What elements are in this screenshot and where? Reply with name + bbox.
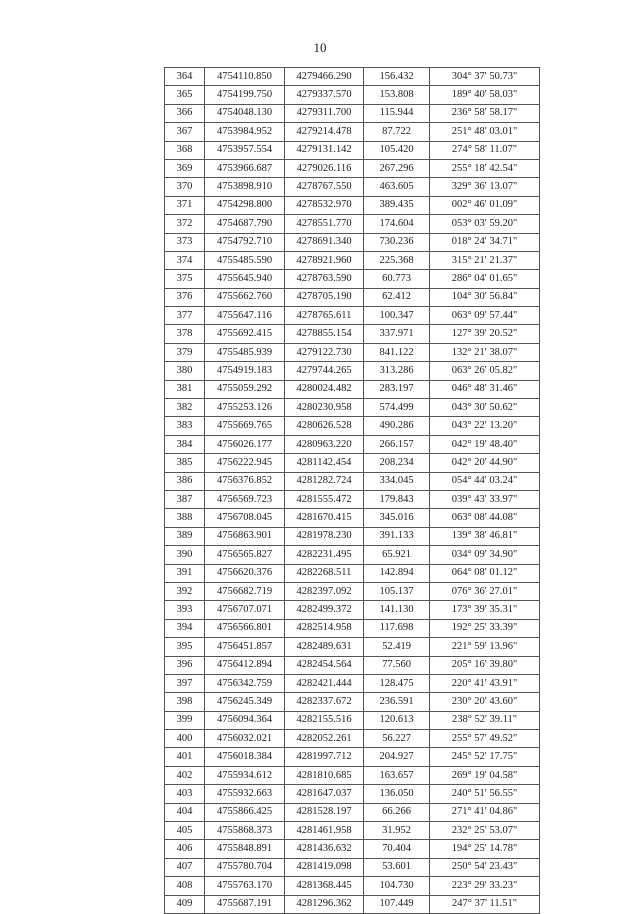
table-row bbox=[165, 656, 540, 674]
coordinates-table bbox=[164, 67, 540, 914]
point-number-cell: 371 bbox=[165, 196, 205, 214]
page-number: 10 bbox=[313, 40, 327, 55]
table-row bbox=[165, 730, 540, 748]
y-coordinate-cell: 4278855.154 bbox=[285, 325, 364, 343]
bearing-cell: 002° 46' 01.09" bbox=[430, 196, 540, 214]
distance-cell: 52.419 bbox=[364, 638, 430, 656]
distance-cell: 141.130 bbox=[364, 601, 430, 619]
table-row bbox=[165, 674, 540, 692]
y-coordinate-cell: 4279214.478 bbox=[285, 123, 364, 141]
bearing-cell: 076° 36' 27.01" bbox=[430, 582, 540, 600]
bearing-cell: 205° 16' 39.80" bbox=[430, 656, 540, 674]
point-number-cell: 390 bbox=[165, 546, 205, 564]
table-row bbox=[165, 895, 540, 913]
y-coordinate-cell: 4278691.340 bbox=[285, 233, 364, 251]
y-coordinate-cell: 4280963.220 bbox=[285, 435, 364, 453]
point-number-cell: 394 bbox=[165, 619, 205, 637]
distance-cell: 208.234 bbox=[364, 454, 430, 472]
bearing-cell: 240° 51' 56.55" bbox=[430, 785, 540, 803]
point-number-cell: 369 bbox=[165, 159, 205, 177]
distance-cell: 120.613 bbox=[364, 711, 430, 729]
point-number-cell: 405 bbox=[165, 822, 205, 840]
x-coordinate-cell: 4756451.857 bbox=[205, 638, 285, 656]
point-number-cell: 378 bbox=[165, 325, 205, 343]
y-coordinate-cell: 4279337.570 bbox=[285, 86, 364, 104]
point-number-cell: 389 bbox=[165, 527, 205, 545]
bearing-cell: 329° 36' 13.07" bbox=[430, 178, 540, 196]
distance-cell: 87.722 bbox=[364, 123, 430, 141]
x-coordinate-cell: 4756682.719 bbox=[205, 582, 285, 600]
distance-cell: 490.286 bbox=[364, 417, 430, 435]
distance-cell: 174.604 bbox=[364, 215, 430, 233]
x-coordinate-cell: 4756863.901 bbox=[205, 527, 285, 545]
x-coordinate-cell: 4756707.071 bbox=[205, 601, 285, 619]
table-row bbox=[165, 104, 540, 122]
table-row bbox=[165, 619, 540, 637]
x-coordinate-cell: 4755647.116 bbox=[205, 307, 285, 325]
point-number-cell: 409 bbox=[165, 895, 205, 913]
point-number-cell: 401 bbox=[165, 748, 205, 766]
table-row bbox=[165, 822, 540, 840]
x-coordinate-cell: 4756620.376 bbox=[205, 564, 285, 582]
table-row bbox=[165, 307, 540, 325]
distance-cell: 574.499 bbox=[364, 399, 430, 417]
distance-cell: 204.927 bbox=[364, 748, 430, 766]
x-coordinate-cell: 4755866.425 bbox=[205, 803, 285, 821]
bearing-cell: 034° 09' 34.90" bbox=[430, 546, 540, 564]
point-number-cell: 372 bbox=[165, 215, 205, 233]
table-row bbox=[165, 748, 540, 766]
y-coordinate-cell: 4280230.958 bbox=[285, 399, 364, 417]
table-row bbox=[165, 270, 540, 288]
x-coordinate-cell: 4753898.910 bbox=[205, 178, 285, 196]
x-coordinate-cell: 4756094.364 bbox=[205, 711, 285, 729]
x-coordinate-cell: 4756565.827 bbox=[205, 546, 285, 564]
table-row bbox=[165, 435, 540, 453]
y-coordinate-cell: 4278551.770 bbox=[285, 215, 364, 233]
point-number-cell: 386 bbox=[165, 472, 205, 490]
y-coordinate-cell: 4282489.631 bbox=[285, 638, 364, 656]
bearing-cell: 053° 03' 59.20" bbox=[430, 215, 540, 233]
bearing-cell: 127° 39' 20.52" bbox=[430, 325, 540, 343]
distance-cell: 56.227 bbox=[364, 730, 430, 748]
bearing-cell: 236° 58' 58.17" bbox=[430, 104, 540, 122]
bearing-cell: 286° 04' 01.65" bbox=[430, 270, 540, 288]
distance-cell: 136.050 bbox=[364, 785, 430, 803]
y-coordinate-cell: 4282421.444 bbox=[285, 674, 364, 692]
x-coordinate-cell: 4755932.663 bbox=[205, 785, 285, 803]
table-row bbox=[165, 472, 540, 490]
distance-cell: 128.475 bbox=[364, 674, 430, 692]
x-coordinate-cell: 4755253.126 bbox=[205, 399, 285, 417]
x-coordinate-cell: 4755485.590 bbox=[205, 251, 285, 269]
y-coordinate-cell: 4282454.564 bbox=[285, 656, 364, 674]
table-row bbox=[165, 509, 540, 527]
table-row bbox=[165, 159, 540, 177]
bearing-cell: 194° 25' 14.78" bbox=[430, 840, 540, 858]
x-coordinate-cell: 4754110.850 bbox=[205, 68, 285, 86]
point-number-cell: 364 bbox=[165, 68, 205, 86]
distance-cell: 156.432 bbox=[364, 68, 430, 86]
distance-cell: 142.894 bbox=[364, 564, 430, 582]
table-row bbox=[165, 564, 540, 582]
bearing-cell: 043° 30' 50.62" bbox=[430, 399, 540, 417]
x-coordinate-cell: 4755687.191 bbox=[205, 895, 285, 913]
bearing-cell: 042° 20' 44.90" bbox=[430, 454, 540, 472]
bearing-cell: 271° 41' 04.86" bbox=[430, 803, 540, 821]
point-number-cell: 382 bbox=[165, 399, 205, 417]
distance-cell: 163.657 bbox=[364, 766, 430, 784]
point-number-cell: 408 bbox=[165, 877, 205, 895]
point-number-cell: 374 bbox=[165, 251, 205, 269]
point-number-cell: 388 bbox=[165, 509, 205, 527]
table-row bbox=[165, 288, 540, 306]
point-number-cell: 402 bbox=[165, 766, 205, 784]
x-coordinate-cell: 4754048.130 bbox=[205, 104, 285, 122]
point-number-cell: 377 bbox=[165, 307, 205, 325]
table-row bbox=[165, 141, 540, 159]
table-row bbox=[165, 582, 540, 600]
distance-cell: 77.560 bbox=[364, 656, 430, 674]
table-row bbox=[165, 325, 540, 343]
point-number-cell: 367 bbox=[165, 123, 205, 141]
point-number-cell: 393 bbox=[165, 601, 205, 619]
bearing-cell: 304° 37' 50.73" bbox=[430, 68, 540, 86]
point-number-cell: 381 bbox=[165, 380, 205, 398]
y-coordinate-cell: 4281555.472 bbox=[285, 490, 364, 508]
y-coordinate-cell: 4281296.362 bbox=[285, 895, 364, 913]
bearing-cell: 245° 52' 17.75" bbox=[430, 748, 540, 766]
y-coordinate-cell: 4281528.197 bbox=[285, 803, 364, 821]
y-coordinate-cell: 4281670.415 bbox=[285, 509, 364, 527]
point-number-cell: 398 bbox=[165, 693, 205, 711]
point-number-cell: 383 bbox=[165, 417, 205, 435]
point-number-cell: 373 bbox=[165, 233, 205, 251]
point-number-cell: 379 bbox=[165, 343, 205, 361]
point-number-cell: 392 bbox=[165, 582, 205, 600]
table-row bbox=[165, 233, 540, 251]
x-coordinate-cell: 4754687.790 bbox=[205, 215, 285, 233]
point-number-cell: 400 bbox=[165, 730, 205, 748]
x-coordinate-cell: 4754792.710 bbox=[205, 233, 285, 251]
bearing-cell: 039° 43' 33.97" bbox=[430, 490, 540, 508]
distance-cell: 225.368 bbox=[364, 251, 430, 269]
bearing-cell: 043° 22' 13.20" bbox=[430, 417, 540, 435]
x-coordinate-cell: 4756018.384 bbox=[205, 748, 285, 766]
table-body bbox=[165, 68, 540, 914]
table-row bbox=[165, 123, 540, 141]
point-number-cell: 399 bbox=[165, 711, 205, 729]
y-coordinate-cell: 4281436.632 bbox=[285, 840, 364, 858]
y-coordinate-cell: 4279466.290 bbox=[285, 68, 364, 86]
point-number-cell: 391 bbox=[165, 564, 205, 582]
table-row bbox=[165, 546, 540, 564]
distance-cell: 389.435 bbox=[364, 196, 430, 214]
distance-cell: 31.952 bbox=[364, 822, 430, 840]
y-coordinate-cell: 4281997.712 bbox=[285, 748, 364, 766]
y-coordinate-cell: 4278532.970 bbox=[285, 196, 364, 214]
x-coordinate-cell: 4755485.939 bbox=[205, 343, 285, 361]
table-row bbox=[165, 785, 540, 803]
table-row bbox=[165, 343, 540, 361]
table-row bbox=[165, 380, 540, 398]
table-row bbox=[165, 638, 540, 656]
y-coordinate-cell: 4280024.482 bbox=[285, 380, 364, 398]
y-coordinate-cell: 4279026.116 bbox=[285, 159, 364, 177]
distance-cell: 62.412 bbox=[364, 288, 430, 306]
bearing-cell: 250° 54' 23.43" bbox=[430, 858, 540, 876]
y-coordinate-cell: 4279122.730 bbox=[285, 343, 364, 361]
table-row bbox=[165, 840, 540, 858]
x-coordinate-cell: 4756376.852 bbox=[205, 472, 285, 490]
distance-cell: 104.730 bbox=[364, 877, 430, 895]
distance-cell: 841.122 bbox=[364, 343, 430, 361]
distance-cell: 236.591 bbox=[364, 693, 430, 711]
bearing-cell: 223° 29' 33.23" bbox=[430, 877, 540, 895]
x-coordinate-cell: 4755934.612 bbox=[205, 766, 285, 784]
y-coordinate-cell: 4278705.190 bbox=[285, 288, 364, 306]
point-number-cell: 407 bbox=[165, 858, 205, 876]
bearing-cell: 274° 58' 11.07" bbox=[430, 141, 540, 159]
table-row bbox=[165, 693, 540, 711]
x-coordinate-cell: 4756708.045 bbox=[205, 509, 285, 527]
x-coordinate-cell: 4756245.349 bbox=[205, 693, 285, 711]
bearing-cell: 104° 30' 56.84" bbox=[430, 288, 540, 306]
bearing-cell: 232° 25' 53.07" bbox=[430, 822, 540, 840]
distance-cell: 337.971 bbox=[364, 325, 430, 343]
y-coordinate-cell: 4278921.960 bbox=[285, 251, 364, 269]
x-coordinate-cell: 4755692.415 bbox=[205, 325, 285, 343]
distance-cell: 266.157 bbox=[364, 435, 430, 453]
table-row bbox=[165, 215, 540, 233]
y-coordinate-cell: 4282155.516 bbox=[285, 711, 364, 729]
y-coordinate-cell: 4279744.265 bbox=[285, 362, 364, 380]
distance-cell: 105.137 bbox=[364, 582, 430, 600]
table-row bbox=[165, 527, 540, 545]
x-coordinate-cell: 4754298.800 bbox=[205, 196, 285, 214]
distance-cell: 100.347 bbox=[364, 307, 430, 325]
bearing-cell: 132° 21' 38.07" bbox=[430, 343, 540, 361]
bearing-cell: 238° 52' 39.11" bbox=[430, 711, 540, 729]
x-coordinate-cell: 4755848.891 bbox=[205, 840, 285, 858]
point-number-cell: 366 bbox=[165, 104, 205, 122]
distance-cell: 283.197 bbox=[364, 380, 430, 398]
bearing-cell: 251° 48' 03.01" bbox=[430, 123, 540, 141]
point-number-cell: 396 bbox=[165, 656, 205, 674]
x-coordinate-cell: 4755059.292 bbox=[205, 380, 285, 398]
x-coordinate-cell: 4753957.554 bbox=[205, 141, 285, 159]
bearing-cell: 247° 37' 11.51" bbox=[430, 895, 540, 913]
point-number-cell: 365 bbox=[165, 86, 205, 104]
x-coordinate-cell: 4756222.945 bbox=[205, 454, 285, 472]
y-coordinate-cell: 4279131.142 bbox=[285, 141, 364, 159]
y-coordinate-cell: 4282052.261 bbox=[285, 730, 364, 748]
y-coordinate-cell: 4281282.724 bbox=[285, 472, 364, 490]
x-coordinate-cell: 4756569.723 bbox=[205, 490, 285, 508]
x-coordinate-cell: 4755662.760 bbox=[205, 288, 285, 306]
distance-cell: 60.773 bbox=[364, 270, 430, 288]
x-coordinate-cell: 4754199.750 bbox=[205, 86, 285, 104]
table-row bbox=[165, 68, 540, 86]
distance-cell: 105.420 bbox=[364, 141, 430, 159]
table-row bbox=[165, 490, 540, 508]
x-coordinate-cell: 4753966.687 bbox=[205, 159, 285, 177]
distance-cell: 313.286 bbox=[364, 362, 430, 380]
x-coordinate-cell: 4756032.021 bbox=[205, 730, 285, 748]
x-coordinate-cell: 4754919.183 bbox=[205, 362, 285, 380]
y-coordinate-cell: 4278767.550 bbox=[285, 178, 364, 196]
table-row bbox=[165, 251, 540, 269]
x-coordinate-cell: 4755645.940 bbox=[205, 270, 285, 288]
y-coordinate-cell: 4282337.672 bbox=[285, 693, 364, 711]
point-number-cell: 397 bbox=[165, 674, 205, 692]
bearing-cell: 221° 59' 13.96" bbox=[430, 638, 540, 656]
bearing-cell: 230° 20' 43.60" bbox=[430, 693, 540, 711]
y-coordinate-cell: 4279311.700 bbox=[285, 104, 364, 122]
distance-cell: 107.449 bbox=[364, 895, 430, 913]
y-coordinate-cell: 4282268.511 bbox=[285, 564, 364, 582]
distance-cell: 115.944 bbox=[364, 104, 430, 122]
y-coordinate-cell: 4281978.230 bbox=[285, 527, 364, 545]
bearing-cell: 315° 21' 21.37" bbox=[430, 251, 540, 269]
point-number-cell: 376 bbox=[165, 288, 205, 306]
bearing-cell: 269° 19' 04.58" bbox=[430, 766, 540, 784]
point-number-cell: 385 bbox=[165, 454, 205, 472]
bearing-cell: 042° 19' 48.40" bbox=[430, 435, 540, 453]
bearing-cell: 064° 08' 01.12" bbox=[430, 564, 540, 582]
table-row bbox=[165, 766, 540, 784]
bearing-cell: 063° 26' 05.82" bbox=[430, 362, 540, 380]
point-number-cell: 404 bbox=[165, 803, 205, 821]
y-coordinate-cell: 4281647.037 bbox=[285, 785, 364, 803]
y-coordinate-cell: 4281419.098 bbox=[285, 858, 364, 876]
y-coordinate-cell: 4282499.372 bbox=[285, 601, 364, 619]
distance-cell: 66.266 bbox=[364, 803, 430, 821]
distance-cell: 65.921 bbox=[364, 546, 430, 564]
table-row bbox=[165, 803, 540, 821]
distance-cell: 179.843 bbox=[364, 490, 430, 508]
bearing-cell: 063° 08' 44.08" bbox=[430, 509, 540, 527]
bearing-cell: 139° 38' 46.81" bbox=[430, 527, 540, 545]
table-row bbox=[165, 399, 540, 417]
y-coordinate-cell: 4278763.590 bbox=[285, 270, 364, 288]
table-row bbox=[165, 362, 540, 380]
point-number-cell: 384 bbox=[165, 435, 205, 453]
y-coordinate-cell: 4282397.092 bbox=[285, 582, 364, 600]
distance-cell: 70.404 bbox=[364, 840, 430, 858]
point-number-cell: 370 bbox=[165, 178, 205, 196]
bearing-cell: 018° 24' 34.71" bbox=[430, 233, 540, 251]
point-number-cell: 387 bbox=[165, 490, 205, 508]
x-coordinate-cell: 4756412.894 bbox=[205, 656, 285, 674]
bearing-cell: 063° 09' 57.44" bbox=[430, 307, 540, 325]
table-row bbox=[165, 86, 540, 104]
bearing-cell: 220° 41' 43.91" bbox=[430, 674, 540, 692]
distance-cell: 334.045 bbox=[364, 472, 430, 490]
y-coordinate-cell: 4281142.454 bbox=[285, 454, 364, 472]
bearing-cell: 255° 57' 49.52" bbox=[430, 730, 540, 748]
y-coordinate-cell: 4282514.958 bbox=[285, 619, 364, 637]
distance-cell: 153.808 bbox=[364, 86, 430, 104]
bearing-cell: 046° 48' 31.46" bbox=[430, 380, 540, 398]
bearing-cell: 255° 18' 42.54" bbox=[430, 159, 540, 177]
bearing-cell: 054° 44' 03.24" bbox=[430, 472, 540, 490]
x-coordinate-cell: 4755669.765 bbox=[205, 417, 285, 435]
y-coordinate-cell: 4278765.611 bbox=[285, 307, 364, 325]
point-number-cell: 368 bbox=[165, 141, 205, 159]
point-number-cell: 395 bbox=[165, 638, 205, 656]
x-coordinate-cell: 4753984.952 bbox=[205, 123, 285, 141]
x-coordinate-cell: 4755868.373 bbox=[205, 822, 285, 840]
x-coordinate-cell: 4756026.177 bbox=[205, 435, 285, 453]
table-row bbox=[165, 417, 540, 435]
point-number-cell: 403 bbox=[165, 785, 205, 803]
x-coordinate-cell: 4755780.704 bbox=[205, 858, 285, 876]
distance-cell: 53.601 bbox=[364, 858, 430, 876]
distance-cell: 267.296 bbox=[364, 159, 430, 177]
table-row bbox=[165, 178, 540, 196]
table-row bbox=[165, 877, 540, 895]
table-row bbox=[165, 601, 540, 619]
distance-cell: 463.605 bbox=[364, 178, 430, 196]
point-number-cell: 380 bbox=[165, 362, 205, 380]
y-coordinate-cell: 4281810.685 bbox=[285, 766, 364, 784]
point-number-cell: 406 bbox=[165, 840, 205, 858]
distance-cell: 345.016 bbox=[364, 509, 430, 527]
table-row bbox=[165, 196, 540, 214]
table-row bbox=[165, 454, 540, 472]
y-coordinate-cell: 4281368.445 bbox=[285, 877, 364, 895]
x-coordinate-cell: 4755763.170 bbox=[205, 877, 285, 895]
table-row bbox=[165, 858, 540, 876]
x-coordinate-cell: 4756566.801 bbox=[205, 619, 285, 637]
distance-cell: 730.236 bbox=[364, 233, 430, 251]
x-coordinate-cell: 4756342.759 bbox=[205, 674, 285, 692]
distance-cell: 391.133 bbox=[364, 527, 430, 545]
y-coordinate-cell: 4281461.958 bbox=[285, 822, 364, 840]
y-coordinate-cell: 4280626.528 bbox=[285, 417, 364, 435]
table-row bbox=[165, 711, 540, 729]
bearing-cell: 192° 25' 33.39" bbox=[430, 619, 540, 637]
point-number-cell: 375 bbox=[165, 270, 205, 288]
bearing-cell: 189° 40' 58.03" bbox=[430, 86, 540, 104]
y-coordinate-cell: 4282231.495 bbox=[285, 546, 364, 564]
bearing-cell: 173° 39' 35.31" bbox=[430, 601, 540, 619]
distance-cell: 117.698 bbox=[364, 619, 430, 637]
